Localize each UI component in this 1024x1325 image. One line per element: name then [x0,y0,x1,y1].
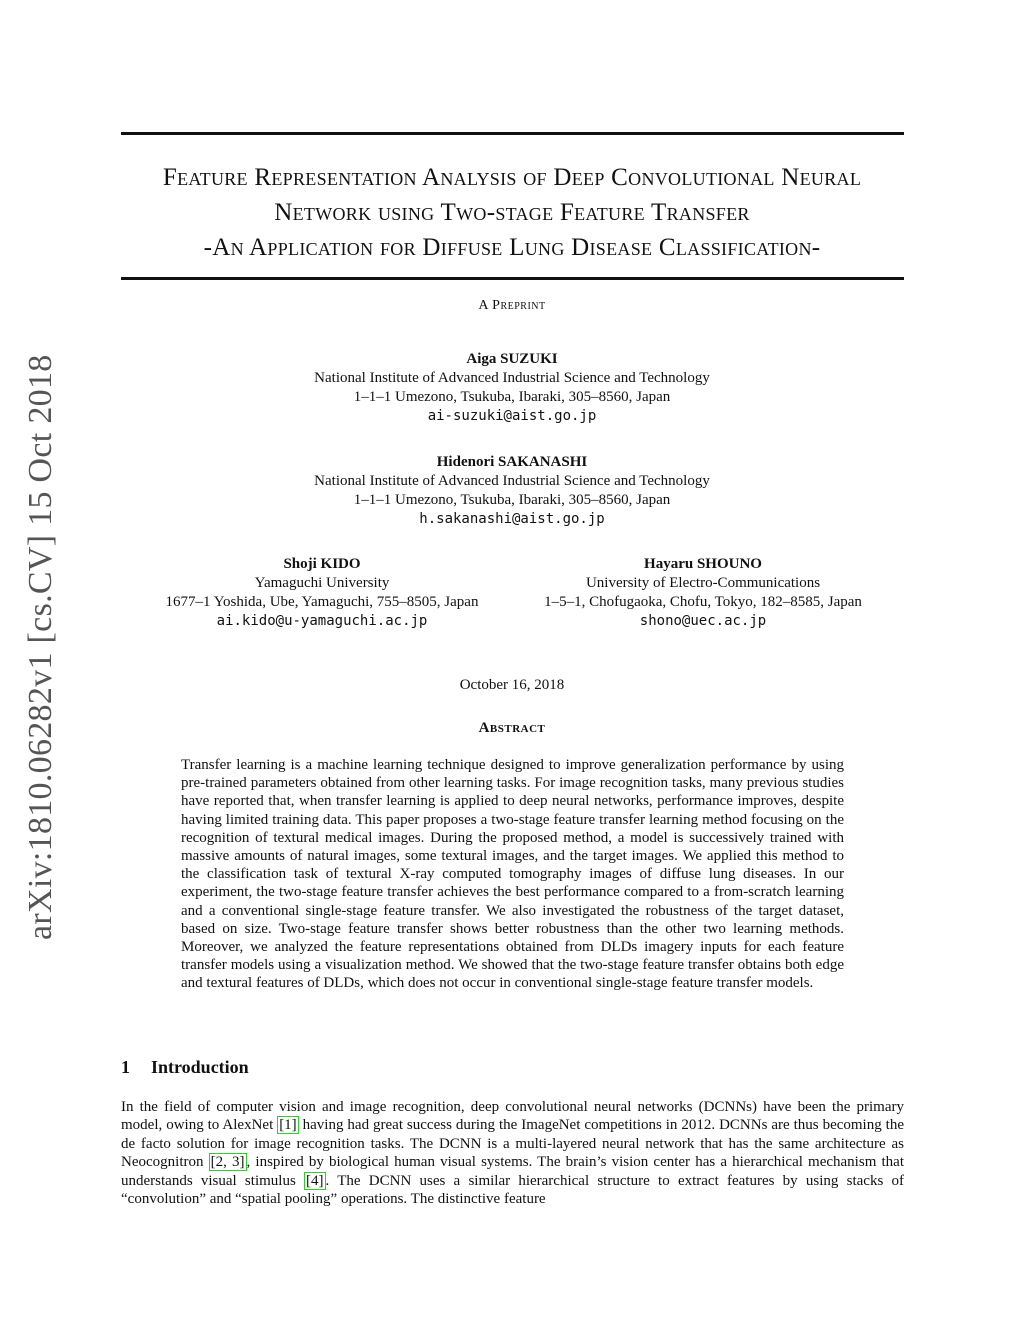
title-line-3: -An Application for Diffuse Lung Disease Classification- [203,234,821,261]
intro-text-part: . The DCNN uses a similar hierarchical structure to extract features by using stacks of “convolution” and “spatial pooling” operations. The distinctive feature [121,1172,905,1208]
author-affiliation: Yamaguchi University [254,575,390,591]
section-title: Introduction [151,1057,249,1077]
section-heading [121,1057,249,1078]
introduction-paragraph [121,1098,904,1208]
author-block [132,555,512,631]
author-block [212,453,812,529]
author-address: 1–1–1 Umezono, Tsukuba, Ibaraki, 305–8560, Japan [353,389,671,405]
author-affiliation: National Institute of Advanced Industrial Science and Technology [314,473,710,489]
citation-link[interactable]: [2, 3] [210,1154,245,1171]
author-address: 1–5–1, Chofugaoka, Chofu, Tokyo, 182–8585, Japan [544,594,862,610]
abstract-text: Transfer learning is a machine learning technique designed to improve generalization performance by using pre-trained parameters obtained from other learning tasks. For image recognition tasks, many previous studies have reported that, when transfer learning is applied to deep neural networks, performance improves, despite having limited training data. This paper proposes a two-stage feature transfer learning method focusing on the recognition of textural medical images. During the proposed method, a model is successively trained with massive amounts of natural images, some textural images, and the target images. We applied this method to the classification task of textural X-ray computed tomography images of diffuse lung diseases. In our experiment, the two-stage feature transfer achieves the best performance compared to a from-scratch learning and a conventional single-stage feature transfer. We also investigated the robustness of the target dataset, based on size. Two-stage feature transfer shows better robustness than the other two learning methods. Moreover, we analyzed the feature representations obtained from DLDs imagery inputs for each feature transfer models using a visualization method. We showed that the two-stage feature transfer obtains both edge and textural features of DLDs, which does not occur in conventional single-stage feature transfer models. [181,757,844,992]
author-name: Aiga SUZUKI [466,351,558,367]
author-email[interactable]: ai-suzuki@aist.go.jp [427,408,597,424]
author-name: Hidenori SAKANASHI [436,454,588,470]
paper-title [80,160,944,265]
author-email[interactable]: shono@uec.ac.jp [639,613,767,629]
intro-text-part: In the field of computer vision and image recognition, deep convolutional neural networks (DCNNs) have been the primary model, owing to AlexNet [121,1099,904,1134]
arxiv-stamp: arXiv:1810.06282v1 [cs.CV] 15 Oct 2018 [22,354,59,940]
title-line-2: Network using Two-stage Feature Transfer [274,199,750,226]
preprint-label: A Preprint [478,298,546,313]
author-block [212,350,812,426]
author-affiliation: National Institute of Advanced Industrial Science and Technology [314,370,710,386]
author-address: 1–1–1 Umezono, Tsukuba, Ibaraki, 305–8560, Japan [353,492,671,508]
title-bottom-rule [121,277,904,280]
author-email[interactable]: h.sakanashi@aist.go.jp [419,511,605,527]
citation-link[interactable]: [4] [306,1172,324,1189]
abstract-heading: Abstract [478,720,546,736]
title-top-rule [121,132,904,135]
intro-text-part: , inspired by biological human visual systems. The brain’s vision center has a hierarchical mechanism that understands visual stimulus [121,1154,904,1189]
paper-date: October 16, 2018 [459,677,565,693]
intro-text-part: having had great success during the ImageNet competitions in 2012. DCNNs are thus becoming the de facto solution for image recognition tasks. The DCNN is a multi-layered neural network that has the same architecture as Neocognitron [121,1117,904,1171]
author-name: Shoji KIDO [283,556,361,572]
author-address: 1677–1 Yoshida, Ube, Yamaguchi, 755–8505, Japan [165,594,479,610]
title-line-1: Feature Representation Analysis of Deep Convolutional Neural [162,164,862,191]
author-affiliation: University of Electro-Communications [585,575,821,591]
citation-link[interactable]: [1] [279,1117,297,1134]
author-block [512,555,894,631]
author-name: Hayaru SHOUNO [644,556,762,572]
section-number: 1 [121,1057,130,1077]
author-email[interactable]: ai.kido@u-yamaguchi.ac.jp [216,613,428,629]
